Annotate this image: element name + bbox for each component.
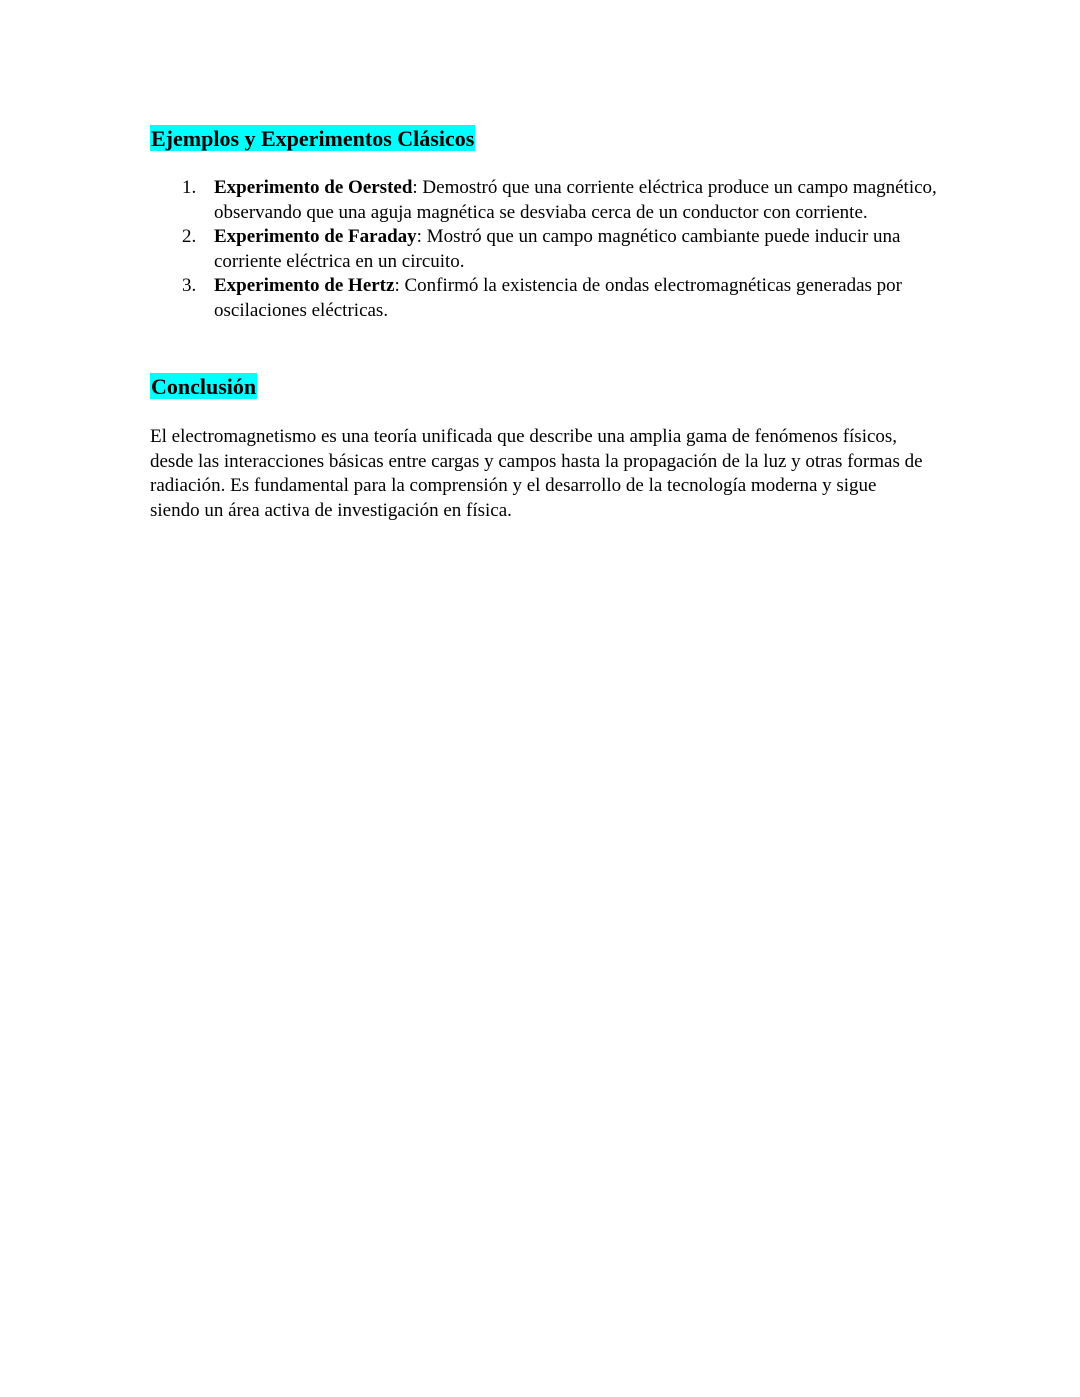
examples-heading	[150, 125, 475, 152]
list-item-description: : Demostró que una corriente eléctrica produce un campo magnético, observando que una aguja magnética se desviaba cerca de un conductor con corriente.	[214, 177, 937, 223]
conclusion-heading	[150, 373, 257, 400]
conclusion-heading-text: Conclusión	[151, 374, 257, 399]
list-item-description: : Confirmó la existencia de ondas electromagnéticas generadas por oscilaciones eléctricas.	[214, 275, 902, 321]
conclusion-paragraph: El electromagnetismo es una teoría unificada que describe una amplia gama de fenómenos físicos, desde las interacciones básicas entre cargas y campos hasta la propagación de la luz y otras formas de radiación. Es fundamental para la comprensión y el desarrollo de la tecnología moderna y sigue siendo un área activa de investigación en física.	[150, 426, 923, 521]
list-item	[150, 176, 940, 225]
list-item	[150, 274, 940, 323]
list-item-description: : Mostró que un campo magnético cambiante puede inducir una corriente eléctrica en un circuito.	[214, 226, 901, 272]
examples-heading-text: Ejemplos y Experimentos Clásicos	[151, 126, 475, 151]
list-item-term: Experimento de Oersted	[214, 177, 413, 198]
list-item-term: Experimento de Faraday	[214, 226, 417, 247]
experiments-list	[150, 176, 940, 323]
list-item	[150, 225, 940, 274]
list-item-term: Experimento de Hertz	[214, 275, 395, 296]
list-item-number: 1.	[182, 177, 197, 198]
list-item-number: 2.	[182, 226, 197, 247]
list-item-number: 3.	[182, 275, 197, 296]
